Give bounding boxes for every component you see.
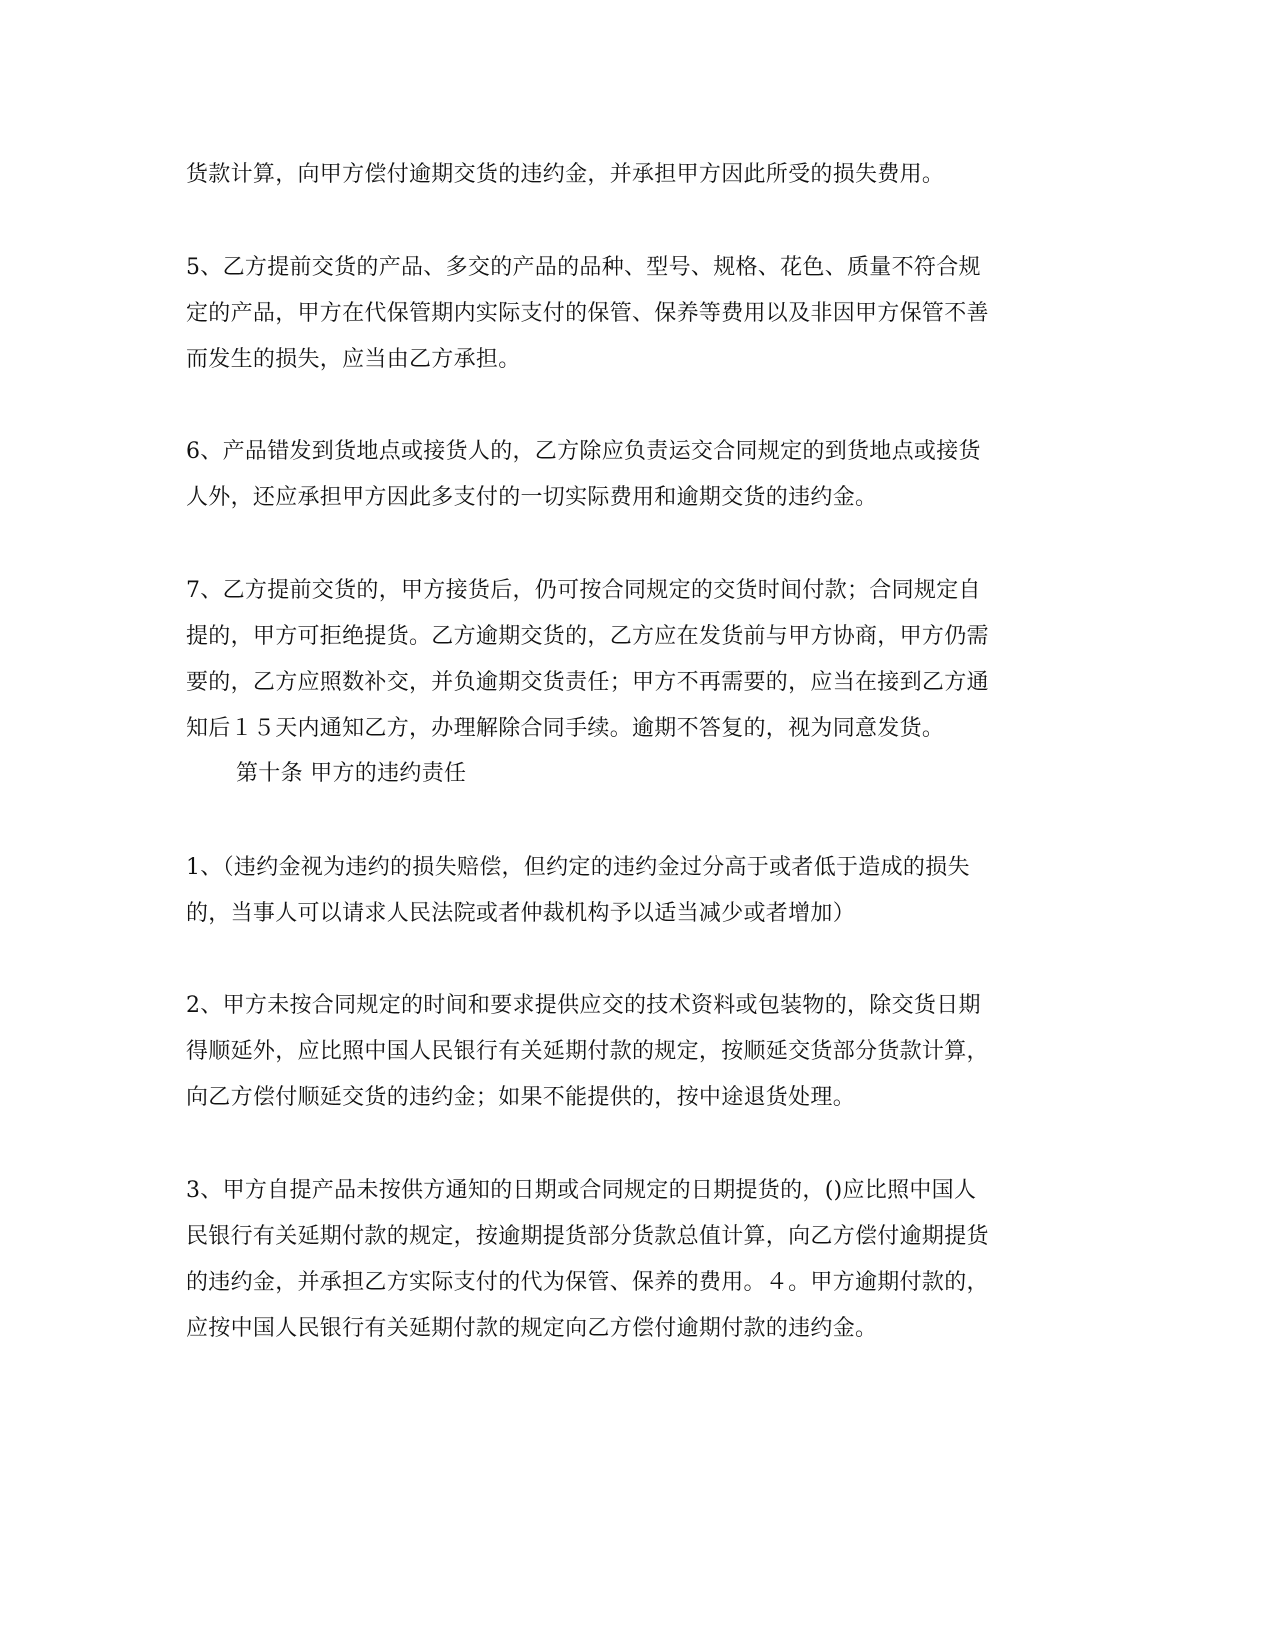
text-line: 得顺延外，应比照中国人民银行有关延期付款的规定，按顺延交货部分货款计算， xyxy=(186,1039,989,1064)
text-line: 要的，乙方应照数补交，并负逾期交货责任；甲方不再需要的，应当在接到乙方通 xyxy=(186,670,989,695)
text-line: 7、乙方提前交货的，甲方接货后，仍可按合同规定的交货时间付款；合同规定自 xyxy=(186,578,981,603)
text-line: 民银行有关延期付款的规定，按逾期提货部分货款总值计算，向乙方偿付逾期提货 xyxy=(186,1224,989,1249)
text-line: 而发生的损失，应当由乙方承担。 xyxy=(186,347,521,372)
text-line: 2、甲方未按合同规定的时间和要求提供应交的技术资料或包装物的，除交货日期 xyxy=(186,993,981,1018)
section-heading: 第十条 甲方的违约责任 xyxy=(236,761,467,786)
text-line: 提的，甲方可拒绝提货。乙方逾期交货的，乙方应在发货前与甲方协商，甲方仍需 xyxy=(186,624,989,649)
text-line: 的违约金，并承担乙方实际支付的代为保管、保养的费用。４。甲方逾期付款的， xyxy=(186,1270,989,1295)
text-line: 5、乙方提前交货的产品、多交的产品的品种、型号、规格、花色、质量不符合规 xyxy=(186,255,981,280)
text-line: 的，当事人可以请求人民法院或者仲裁机构予以适当减少或者增加） xyxy=(186,901,856,926)
text-line: 1、（违约金视为违约的损失赔偿，但约定的违约金过分高于或者低于造成的损失 xyxy=(186,855,970,880)
text-line: 6、产品错发到货地点或接货人的，乙方除应负责运交合同规定的到货地点或接货 xyxy=(186,439,981,464)
text-line: 货款计算，向甲方偿付逾期交货的违约金，并承担甲方因此所受的损失费用。 xyxy=(186,162,945,187)
text-line: 定的产品，甲方在代保管期内实际支付的保管、保养等费用以及非因甲方保管不善 xyxy=(186,301,989,326)
text-line: 应按中国人民银行有关延期付款的规定向乙方偿付逾期付款的违约金。 xyxy=(186,1316,878,1341)
text-line: 知后１５天内通知乙方，办理解除合同手续。逾期不答复的，视为同意发货。 xyxy=(186,716,945,741)
text-line: 向乙方偿付顺延交货的违约金；如果不能提供的，按中途退货处理。 xyxy=(186,1085,856,1110)
text-line: 人外，还应承担甲方因此多支付的一切实际费用和逾期交货的违约金。 xyxy=(186,485,878,510)
text-line: 3、甲方自提产品未按供方通知的日期或合同规定的日期提货的，()应比照中国人 xyxy=(186,1178,977,1203)
